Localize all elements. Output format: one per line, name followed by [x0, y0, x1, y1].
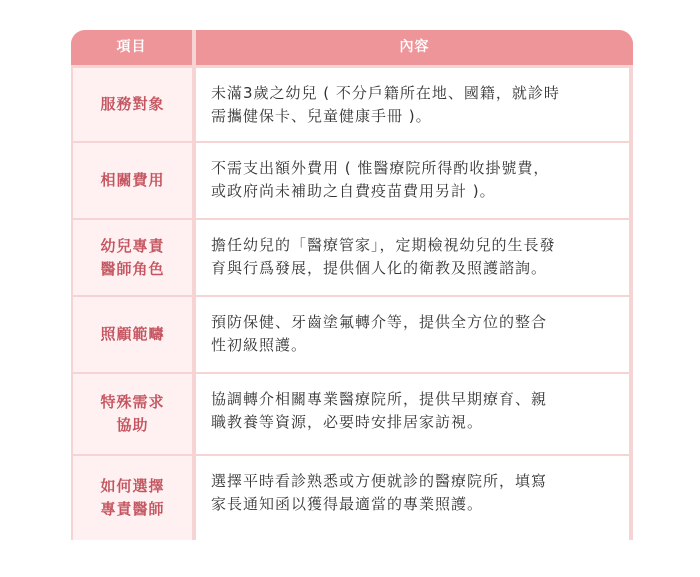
row-label-line: 如何選擇 — [100, 477, 165, 495]
table-row — [71, 143, 633, 218]
info-table — [71, 30, 633, 540]
header-item: 項目 — [116, 39, 147, 55]
row-content-line: 需攜健保卡、兒童健康手冊 )。 — [211, 107, 432, 125]
row-content-line: 擔任幼兒的「醫療管家」，定期檢視幼兒的生長發 — [211, 236, 556, 254]
row-label-line: 照顧範疇 — [100, 325, 165, 343]
row-content-line: 選擇平時看診熟悉或方便就診的醫療院所，填寫 — [211, 472, 548, 490]
row-label — [73, 143, 192, 218]
row-label-line: 特殊需求 — [100, 393, 165, 411]
row-label — [73, 297, 192, 372]
row-label-line: 協助 — [116, 416, 149, 434]
row-label-line: 專責醫師 — [100, 500, 165, 518]
row-label-line: 幼兒專責 — [100, 236, 165, 255]
row-content — [196, 143, 629, 218]
row-content-line: 性初級照護。 — [211, 336, 308, 354]
table-row — [71, 374, 633, 454]
row-label-line: 醫師角色 — [100, 259, 165, 278]
row-content-line: 未滿3歲之幼兒 ( 不分戶籍所在地、國籍，就診時 — [211, 84, 560, 102]
row-content-line: 職教養等資源，必要時安排居家訪視。 — [211, 413, 484, 431]
row-content — [196, 220, 629, 295]
row-content-line: 預防保健、牙齒塗氟轉介等，提供全方位的整合 — [211, 313, 548, 331]
row-label — [73, 68, 192, 141]
row-label-line: 相關費用 — [100, 171, 165, 189]
row-content-line: 或政府尚未補助之自費疫苗費用另計 )。 — [211, 182, 496, 200]
row-content — [196, 68, 629, 141]
table-row — [71, 68, 633, 141]
row-label — [73, 374, 192, 454]
row-label-line: 服務對象 — [100, 95, 165, 113]
row-content-line: 家長通知函以獲得最適當的專業照護。 — [211, 495, 484, 513]
row-label — [73, 220, 192, 295]
table-row — [71, 220, 633, 295]
row-content-line: 協調轉介相關專業醫療院所，提供早期療育、親 — [211, 390, 548, 408]
table-row — [71, 456, 633, 540]
row-content-line: 育與行爲發展，提供個人化的衛教及照護諮詢。 — [211, 259, 548, 277]
table-header — [71, 30, 633, 65]
row-content — [196, 297, 629, 372]
header-content: 內容 — [399, 39, 430, 55]
table-row — [71, 297, 633, 372]
row-content — [196, 456, 629, 540]
row-content — [196, 374, 629, 454]
row-content-line: 不需支出額外費用 ( 惟醫療院所得酌收掛號費， — [211, 159, 550, 177]
row-label — [73, 456, 192, 540]
